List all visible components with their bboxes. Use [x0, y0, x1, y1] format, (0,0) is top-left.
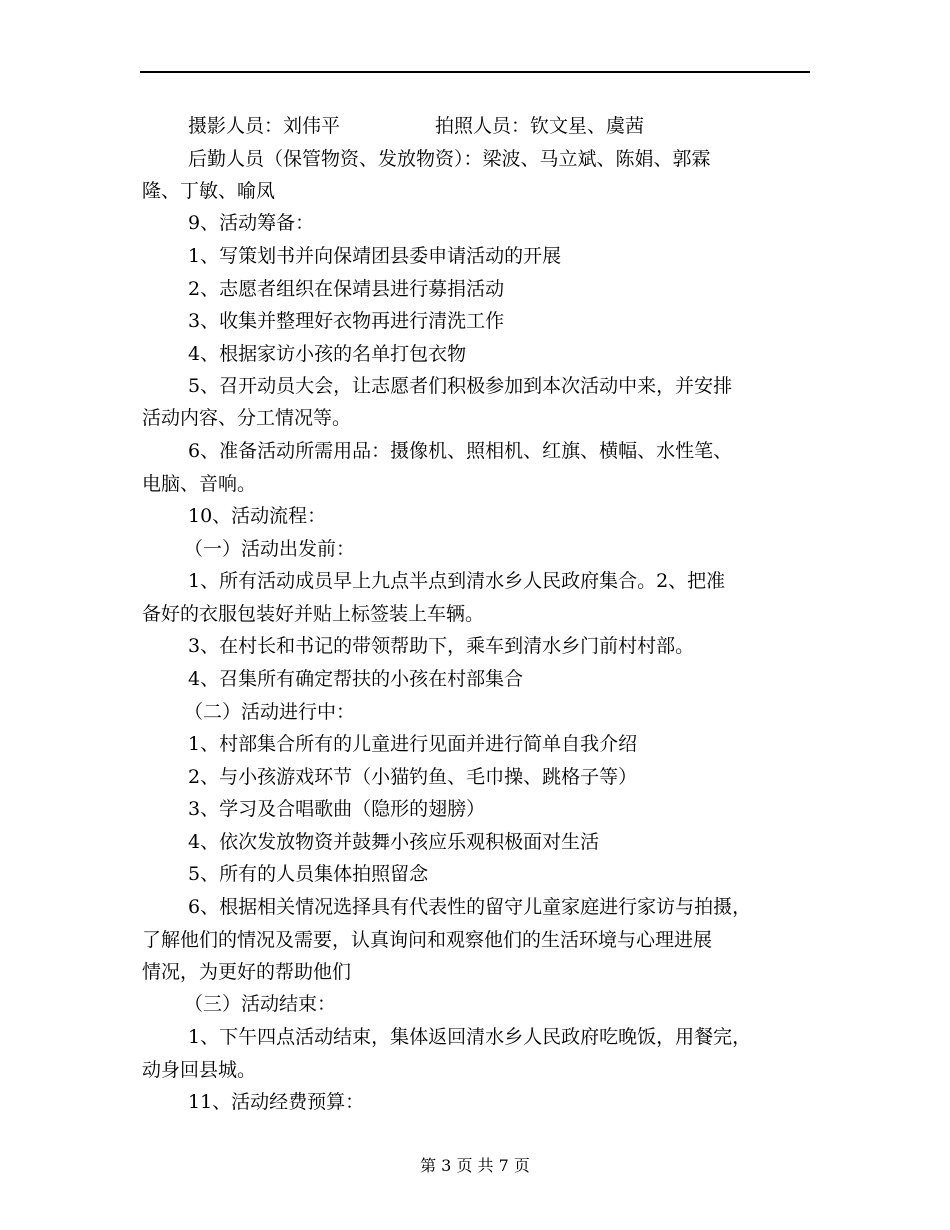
text-line: 了解他们的情况及需要，认真询问和观察他们的生活环境与心理进展: [142, 929, 713, 951]
text-line: 摄影人员：刘伟平 拍照人员：钦文星、虞茜: [188, 115, 645, 137]
text-line: 动身回县城。: [142, 1059, 257, 1081]
text-line: 情况，为更好的帮助他们: [142, 961, 352, 983]
text-line: 电脑、音响。: [142, 473, 257, 495]
text-line: 1、下午四点活动结束，集体返回清水乡人民政府吃晚饭，用餐完，: [188, 1026, 752, 1048]
section-heading: 10、活动流程：: [188, 505, 327, 527]
text-line: 6、根据相关情况选择具有代表性的留守儿童家庭进行家访与拍摄，: [188, 896, 752, 918]
text-line: 1、所有活动成员早上九点半点到清水乡人民政府集合。2、把准: [188, 570, 726, 592]
text-line: 3、在村长和书记的带领帮助下，乘车到清水乡门前村村部。: [188, 635, 695, 657]
text-line: 备好的衣服包装好并贴上标签装上车辆。: [142, 603, 485, 625]
text-line: 隆、丁敏、喻凤: [142, 180, 276, 202]
text-line: 后勤人员（保管物资、发放物资）：梁波、马立斌、陈娟、郭霖: [188, 148, 711, 170]
text-line: 2、志愿者组织在保靖县进行募捐活动: [188, 278, 505, 300]
text-line: 6、准备活动所需用品：摄像机、照相机、红旗、横幅、水性笔、: [188, 440, 733, 462]
text-line: 4、召集所有确定帮扶的小孩在村部集合: [188, 668, 524, 690]
section-heading: 11、活动经费预算：: [188, 1091, 365, 1113]
text-line: 1、村部集合所有的儿童进行见面并进行简单自我介绍: [188, 733, 638, 755]
text-line: 3、学习及合唱歌曲（隐形的翅膀）: [188, 798, 486, 820]
page-number: 第 3 页 共 7 页: [420, 1156, 530, 1175]
text-line: 4、根据家访小孩的名单打包衣物: [188, 343, 467, 365]
text-line: 3、收集并整理好衣物再进行清洗工作: [188, 310, 505, 332]
header-rule: [140, 71, 810, 73]
subsection-heading: （三）活动结束：: [184, 993, 337, 1015]
text-line: 1、写策划书并向保靖团县委申请活动的开展: [188, 245, 562, 267]
text-line: 2、与小孩游戏环节（小猫钓鱼、毛巾操、跳格子等）: [188, 766, 638, 788]
text-line: 5、召开动员大会，让志愿者们积极参加到本次活动中来，并安排: [188, 375, 733, 397]
section-heading: 9、活动筹备：: [188, 212, 315, 234]
text-line: 活动内容、分工情况等。: [142, 407, 352, 429]
subsection-heading: （二）活动进行中：: [184, 701, 356, 723]
text-line: 5、所有的人员集体拍照留念: [188, 863, 429, 885]
text-line: 4、依次发放物资并鼓舞小孩应乐观积极面对生活: [188, 831, 600, 853]
subsection-heading: （一）活动出发前：: [184, 538, 356, 560]
